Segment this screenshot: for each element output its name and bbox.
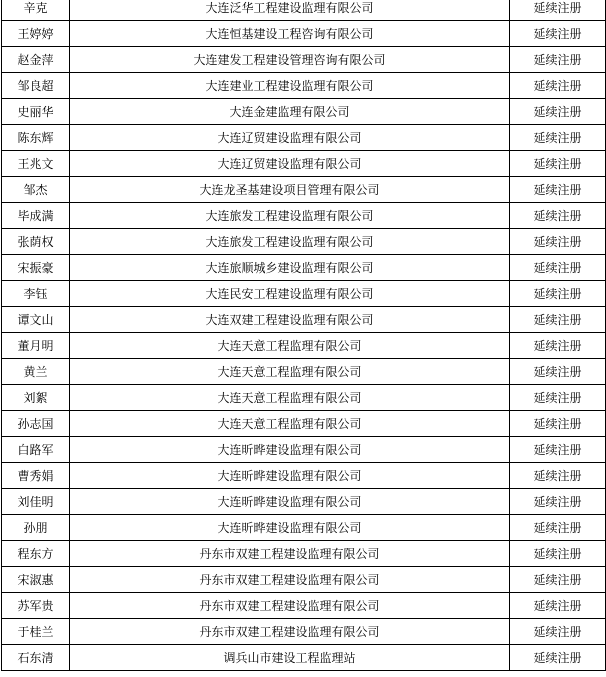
registration-status-cell: 延续注册 (510, 99, 606, 125)
company-name-cell: 大连辽贸建设监理有限公司 (70, 151, 510, 177)
table-row (2, 619, 606, 645)
company-name-cell: 丹东市双建工程建设监理有限公司 (70, 619, 510, 645)
person-name-cell: 孙志国 (2, 411, 70, 437)
company-name-cell: 丹东市双建工程建设监理有限公司 (70, 593, 510, 619)
person-name-cell: 谭文山 (2, 307, 70, 333)
registration-status-cell: 延续注册 (510, 515, 606, 541)
company-name-cell: 大连辽贸建设监理有限公司 (70, 125, 510, 151)
registration-status-cell: 延续注册 (510, 177, 606, 203)
table-row (2, 21, 606, 47)
company-name-cell: 大连天意工程监理有限公司 (70, 385, 510, 411)
company-name-cell: 大连泛华工程建设监理有限公司 (70, 0, 510, 21)
table-row (2, 0, 606, 21)
registration-status-cell: 延续注册 (510, 47, 606, 73)
registration-status-cell: 延续注册 (510, 125, 606, 151)
registration-status-cell: 延续注册 (510, 255, 606, 281)
person-name-cell: 赵金萍 (2, 47, 70, 73)
table-row (2, 359, 606, 385)
table-row (2, 593, 606, 619)
registration-status-cell: 延续注册 (510, 73, 606, 99)
table-row (2, 307, 606, 333)
company-name-cell: 大连旅发工程建设监理有限公司 (70, 203, 510, 229)
table-row (2, 645, 606, 671)
person-name-cell: 程东方 (2, 541, 70, 567)
person-name-cell: 辛克 (2, 0, 70, 21)
person-name-cell: 宋振豪 (2, 255, 70, 281)
registration-status-cell: 延续注册 (510, 333, 606, 359)
registration-status-cell: 延续注册 (510, 489, 606, 515)
company-name-cell: 大连昕晔建设监理有限公司 (70, 437, 510, 463)
person-name-cell: 毕成满 (2, 203, 70, 229)
company-name-cell: 大连天意工程监理有限公司 (70, 359, 510, 385)
registration-status-cell: 延续注册 (510, 203, 606, 229)
person-name-cell: 李钰 (2, 281, 70, 307)
company-name-cell: 大连昕晔建设监理有限公司 (70, 489, 510, 515)
company-name-cell: 大连龙圣基建设项目管理有限公司 (70, 177, 510, 203)
registration-status-cell: 延续注册 (510, 151, 606, 177)
company-name-cell: 大连恒基建设工程咨询有限公司 (70, 21, 510, 47)
registration-status-cell: 延续注册 (510, 359, 606, 385)
company-name-cell: 大连双建工程建设监理有限公司 (70, 307, 510, 333)
company-name-cell: 大连建发工程建设管理咨询有限公司 (70, 47, 510, 73)
company-name-cell: 大连金建监理有限公司 (70, 99, 510, 125)
table-row (2, 229, 606, 255)
person-name-cell: 苏军贵 (2, 593, 70, 619)
table-row (2, 489, 606, 515)
company-name-cell: 大连昕晔建设监理有限公司 (70, 463, 510, 489)
person-name-cell: 刘佳明 (2, 489, 70, 515)
person-name-cell: 史丽华 (2, 99, 70, 125)
table-row (2, 125, 606, 151)
table-row (2, 411, 606, 437)
person-name-cell: 黄兰 (2, 359, 70, 385)
person-name-cell: 邹良超 (2, 73, 70, 99)
person-name-cell: 白路军 (2, 437, 70, 463)
table-row (2, 437, 606, 463)
company-name-cell: 丹东市双建工程建设监理有限公司 (70, 541, 510, 567)
table-row (2, 203, 606, 229)
table-row (2, 73, 606, 99)
table-row (2, 177, 606, 203)
person-name-cell: 宋淑惠 (2, 567, 70, 593)
company-name-cell: 大连天意工程监理有限公司 (70, 411, 510, 437)
registration-status-cell: 延续注册 (510, 541, 606, 567)
person-name-cell: 王兆文 (2, 151, 70, 177)
registration-status-cell: 延续注册 (510, 411, 606, 437)
registration-status-cell: 延续注册 (510, 281, 606, 307)
table-row (2, 255, 606, 281)
company-name-cell: 大连建业工程建设监理有限公司 (70, 73, 510, 99)
person-name-cell: 石东清 (2, 645, 70, 671)
person-name-cell: 张荫权 (2, 229, 70, 255)
table-row (2, 151, 606, 177)
company-name-cell: 丹东市双建工程建设监理有限公司 (70, 567, 510, 593)
registration-status-cell: 延续注册 (510, 0, 606, 21)
table-row (2, 47, 606, 73)
company-name-cell: 大连旅发工程建设监理有限公司 (70, 229, 510, 255)
registration-status-cell: 延续注册 (510, 593, 606, 619)
registration-status-cell: 延续注册 (510, 437, 606, 463)
registration-status-cell: 延续注册 (510, 21, 606, 47)
registration-status-cell: 延续注册 (510, 619, 606, 645)
table-row (2, 463, 606, 489)
company-name-cell: 大连昕晔建设监理有限公司 (70, 515, 510, 541)
table-row (2, 385, 606, 411)
registration-status-cell: 延续注册 (510, 385, 606, 411)
table-row (2, 515, 606, 541)
table-row (2, 567, 606, 593)
person-name-cell: 于桂兰 (2, 619, 70, 645)
person-name-cell: 孙朋 (2, 515, 70, 541)
company-name-cell: 大连旅顺城乡建设监理有限公司 (70, 255, 510, 281)
person-name-cell: 刘絮 (2, 385, 70, 411)
registration-status-cell: 延续注册 (510, 567, 606, 593)
person-name-cell: 王婷婷 (2, 21, 70, 47)
table-row (2, 541, 606, 567)
registration-status-cell: 延续注册 (510, 307, 606, 333)
person-name-cell: 曹秀娟 (2, 463, 70, 489)
company-name-cell: 调兵山市建设工程监理站 (70, 645, 510, 671)
person-name-cell: 邹杰 (2, 177, 70, 203)
table-row (2, 99, 606, 125)
person-name-cell: 陈东辉 (2, 125, 70, 151)
table-row (2, 333, 606, 359)
company-name-cell: 大连民安工程建设监理有限公司 (70, 281, 510, 307)
company-name-cell: 大连天意工程监理有限公司 (70, 333, 510, 359)
table-row (2, 281, 606, 307)
registration-status-cell: 延续注册 (510, 463, 606, 489)
person-name-cell: 董月明 (2, 333, 70, 359)
registration-table (1, 0, 606, 671)
registration-status-cell: 延续注册 (510, 229, 606, 255)
registration-table-body (2, 0, 606, 671)
registration-status-cell: 延续注册 (510, 645, 606, 671)
